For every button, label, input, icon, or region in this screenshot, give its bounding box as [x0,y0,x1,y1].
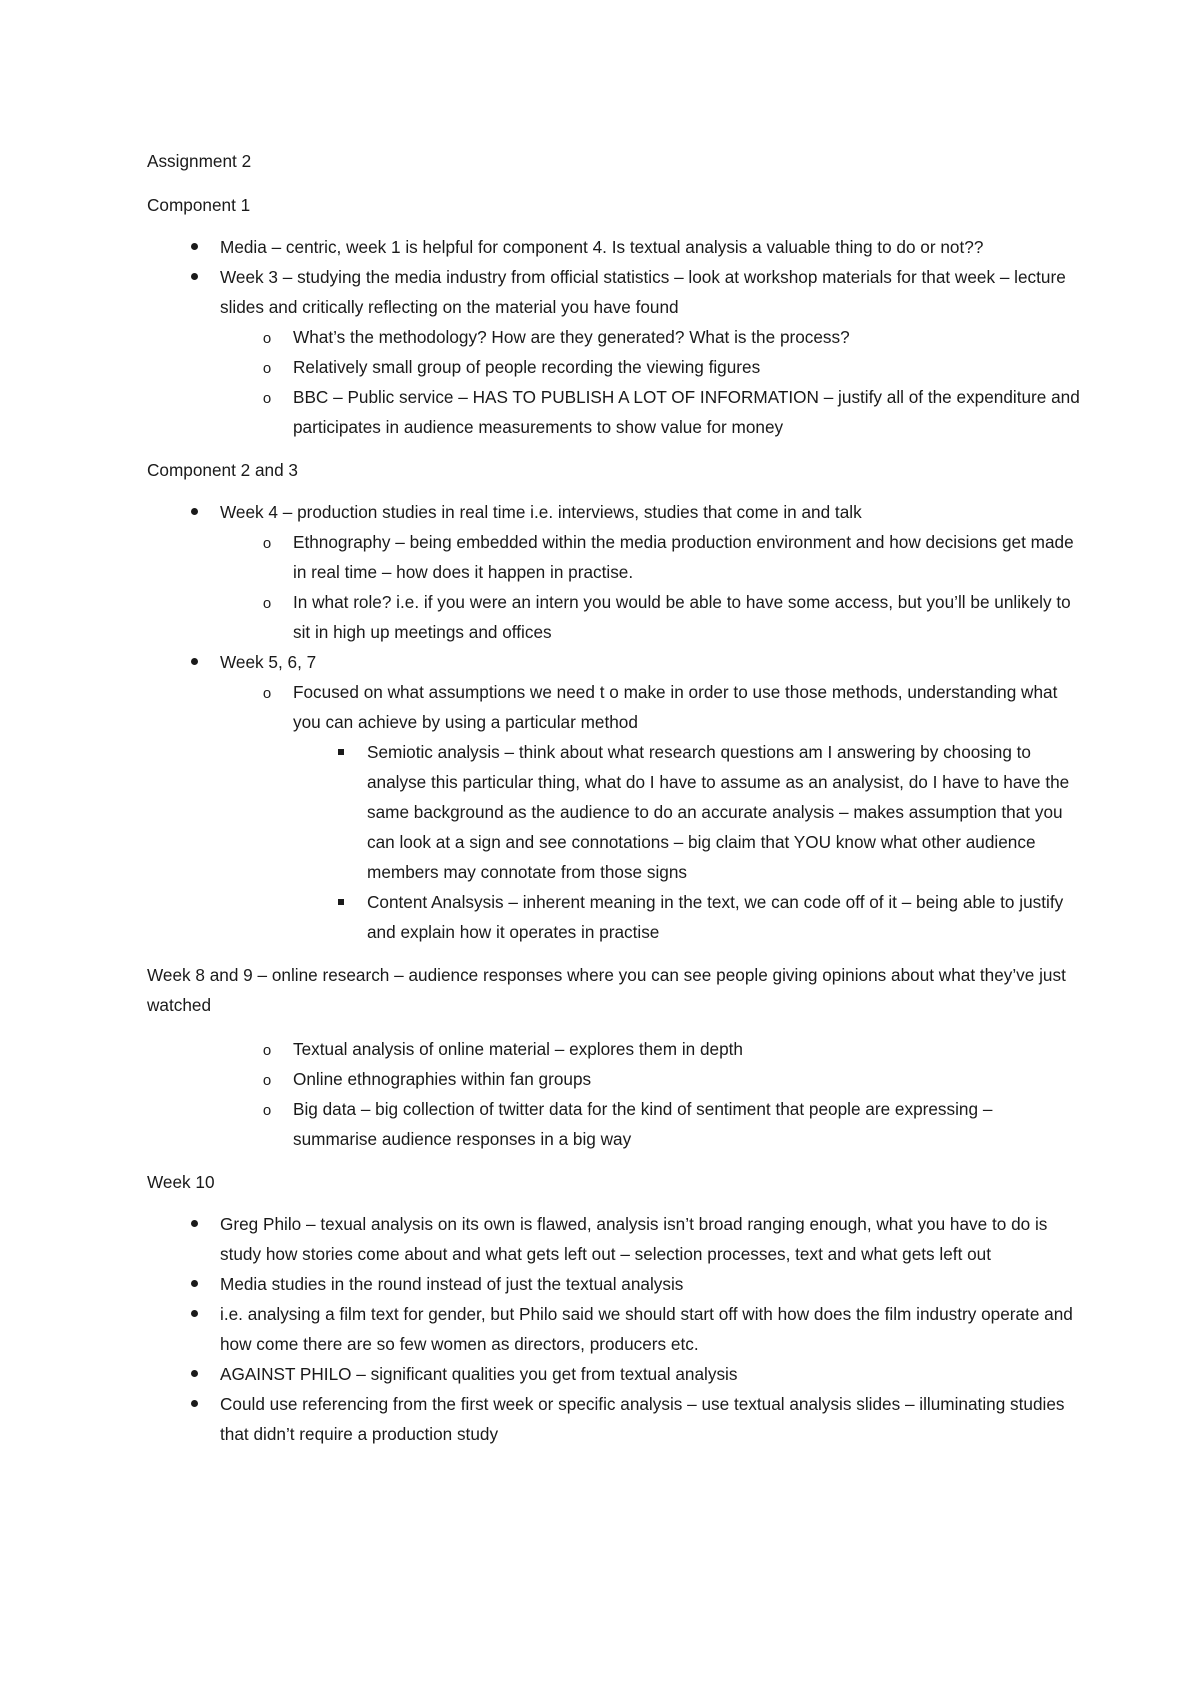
list-item: Greg Philo – texual analysis on its own is flawed, analysis isn’t broad ranging enough, what you have to do is study how stories come about and what gets left out – selection processes, text and what gets left out [147,1209,1080,1269]
circle-bullet-icon: o [262,360,272,377]
list-item: Week 3 – studying the media industry from official statistics – look at workshop materials for that week – lecture slides and critically reflecting on the material you have found [147,262,1080,322]
list-item: Semiotic analysis – think about what research questions am I answering by choosing to analyse this particular thing, what do I have to assume as an analysist, do I have to have the same background as the audience to do an accurate analysis – makes assumption that you can look at a sign and see connotations – big claim that YOU know what other audience members may connotate from those signs [147,737,1080,887]
list-item: o In what role? i.e. if you were an intern you would be able to have some access, but you’ll be unlikely to sit in high up meetings and offices [147,587,1080,647]
list-item: Could use referencing from the first week or specific analysis – use textual analysis slides – illuminating studies that didn’t require a production study [147,1389,1080,1449]
circle-bullet-icon: o [262,390,272,407]
week-8-9-paragraph: Week 8 and 9 – online research – audience responses where you can see people giving opinions about what they’ve just watched [147,965,1066,1015]
list-item: Week 4 – production studies in real time i.e. interviews, studies that come in and talk [147,497,1080,527]
component-2-3-list [147,497,1080,947]
week-10-list [147,1209,1080,1449]
week-8-9-list [147,1034,1080,1154]
list-item: Content Analsysis – inherent meaning in the text, we can code off of it – being able to justify and explain how it operates in practise [147,887,1080,947]
list-item: o BBC – Public service – HAS TO PUBLISH A LOT OF INFORMATION – justify all of the expenditure and participates in audience measurements to show value for money [147,382,1080,442]
list-item: i.e. analysing a film text for gender, but Philo said we should start off with how does the film industry operate and how come there are so few women as directors, producers etc. [147,1299,1080,1359]
section-heading-component-2-3: Component 2 and 3 [147,460,298,480]
bullet-icon [184,1389,204,1419]
section-heading-week-10: Week 10 [147,1172,215,1192]
bullet-icon [184,1359,204,1389]
bullet-icon [184,1209,204,1239]
bullet-icon [184,262,204,292]
bullet-icon [184,497,204,527]
document-title: Assignment 2 [147,151,252,171]
bullet-icon [184,647,204,677]
list-item: o Relatively small group of people recording the viewing figures [147,352,1080,382]
list-item: Media studies in the round instead of just the textual analysis [147,1269,1080,1299]
circle-bullet-icon: o [262,330,272,347]
circle-bullet-icon: o [262,685,272,702]
list-item: Media – centric, week 1 is helpful for component 4. Is textual analysis a valuable thing to do or not?? [147,232,1080,262]
list-item: Week 5, 6, 7 [147,647,1080,677]
section-heading-component-1: Component 1 [147,195,251,215]
bullet-icon [184,1269,204,1299]
circle-bullet-icon: o [262,1072,272,1089]
list-item: o Online ethnographies within fan groups [147,1064,1080,1094]
list-item: o Big data – big collection of twitter data for the kind of sentiment that people are expressing – summarise audience responses in a big way [147,1094,1080,1154]
square-bullet-icon [331,887,351,917]
list-item: o Textual analysis of online material – explores them in depth [147,1034,1080,1064]
list-item: AGAINST PHILO – significant qualities you get from textual analysis [147,1359,1080,1389]
list-item: o What’s the methodology? How are they generated? What is the process? [147,322,1080,352]
list-item: o Ethnography – being embedded within the media production environment and how decisions get made in real time – how does it happen in practise. [147,527,1080,587]
component-1-list [147,232,1080,442]
circle-bullet-icon: o [262,595,272,612]
bullet-icon [184,1299,204,1329]
circle-bullet-icon: o [262,1102,272,1119]
square-bullet-icon [331,737,351,767]
bullet-icon [184,232,204,262]
circle-bullet-icon: o [262,535,272,552]
list-item: o Focused on what assumptions we need t o make in order to use those methods, understanding what you can achieve by using a particular method [147,677,1080,737]
circle-bullet-icon: o [262,1042,272,1059]
